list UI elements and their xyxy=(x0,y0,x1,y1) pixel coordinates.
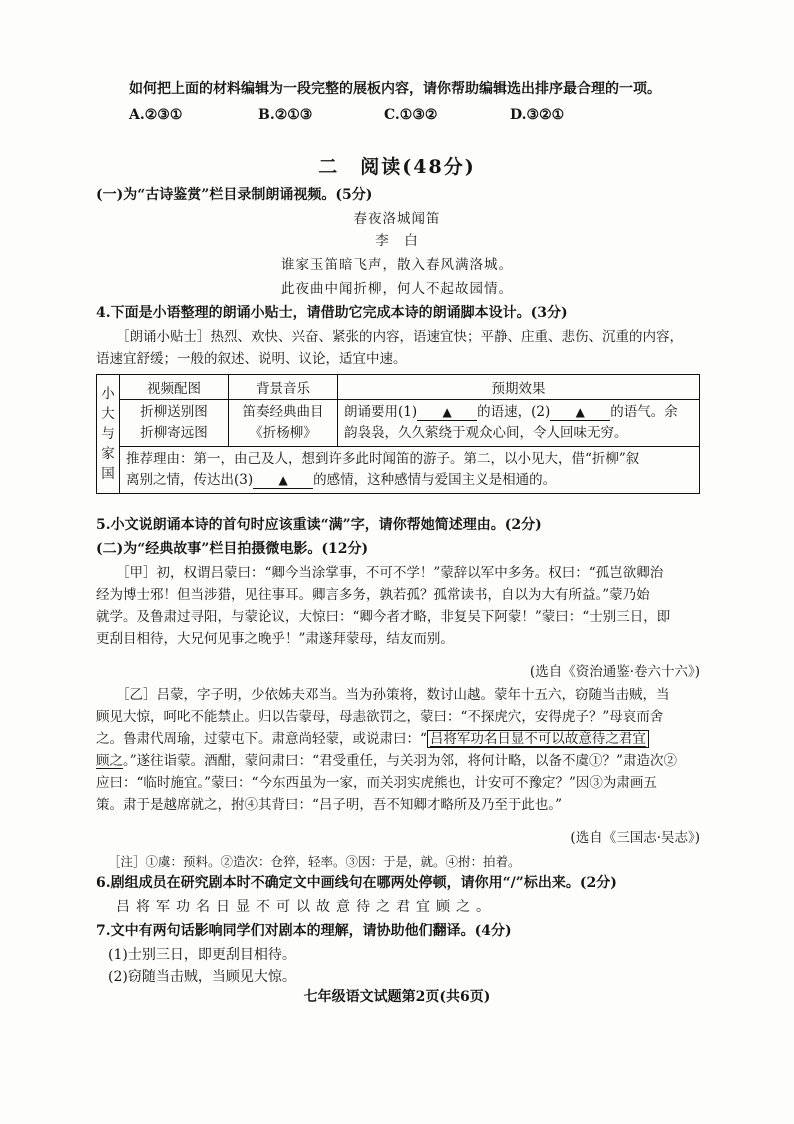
music-line-1: 笛奏经典曲目 xyxy=(242,404,324,420)
section-title: 二 阅读(48分) xyxy=(318,156,476,178)
yi-line-4b: 。”遂往诣蒙。酒酣，蒙问肃曰：“君受重任，与关羽为邻，将何计略，以备不虞①？”肃造次② xyxy=(123,753,677,769)
header-music: 背景音乐 xyxy=(229,375,338,400)
video-line-2: 折柳寄远图 xyxy=(140,425,208,441)
video-cell xyxy=(120,400,229,447)
blank-1[interactable]: ▲ xyxy=(417,404,477,421)
page-footer: 七年级语文试题第2页(共6页) xyxy=(303,989,491,1005)
q7-item-1: (1)士别三日，即更刮目相待。 xyxy=(108,947,296,963)
underlined-sentence-part-2: 顾之 xyxy=(96,753,123,769)
video-line-1: 折柳送别图 xyxy=(140,404,208,420)
option-d: D.③②① xyxy=(510,107,565,123)
jia-passage xyxy=(96,562,700,650)
header-effect: 预期效果 xyxy=(338,375,700,400)
q4-stem: 4.下面是小语整理的朗诵小贴士，请借助它完成本诗的朗诵脚本设计。(3分) xyxy=(96,305,568,321)
yi-line-2: 顾见大惊，呵叱不能禁止。归以告蒙母，母恚欲罚之，蒙曰：“不探虎穴，安得虎子？”母哀而舍 xyxy=(96,709,664,725)
reason-text-a: 推荐理由：第一，由己及人，想到许多此时闻笛的游子。第二，以小见大，借“折柳”叙 xyxy=(126,451,640,467)
q5-stem: 5.小文说朗诵本诗的首句时应该重读“满”字，请你帮她简述理由。(2分) xyxy=(96,517,542,533)
annotation-note: ［注］①虞：预料。②造次：仓猝，轻率。③因：于是，就。④拊：拍着。 xyxy=(108,854,521,869)
yi-line-3 xyxy=(96,728,700,750)
option-b: B.②①③ xyxy=(258,107,313,123)
yi-line-4 xyxy=(96,750,700,772)
q4-tip-line-1: ［朗诵小贴士］热烈、欢快、兴奋、紧张的内容，语速宜快；平静、庄重、悲伤、沉重的内容， xyxy=(116,329,683,345)
music-line-2: 《折杨柳》 xyxy=(249,425,317,441)
jia-line-2: 经为博士邪！但当涉猎，见往事耳。卿言多务，孰若孤？孤常读书，自以为大有所益。”蒙乃始 xyxy=(96,587,650,603)
yi-line-5: 应曰：“临时施宜。”蒙曰：“今东西虽为一家，而关羽实虎熊也，计安可不豫定？”因③为肃画五 xyxy=(96,775,657,791)
yi-line-1: ［乙］吕蒙，字子明，少依姊夫邓当。当为孙策将，数讨山越。蒙年十五六，窃随当击贼，当 xyxy=(116,687,670,703)
jia-line-4: 更刮目相待，大兄何见事之晚乎！”肃遂拜蒙母，结友而别。 xyxy=(96,631,454,647)
q6-sentence[interactable]: 吕将军功名日显不可以故意待之君宜顾之。 xyxy=(116,899,496,915)
blank-2[interactable]: ▲ xyxy=(550,404,610,421)
effect-cell xyxy=(338,400,700,447)
yi-line-6: 策。肃于是越席就之，拊④其背曰：“吕子明，吾不知卿才略所及乃至于此也。” xyxy=(96,797,563,813)
poem-line-2: 此夜曲中闻折柳，何人不起故园情。 xyxy=(281,281,513,297)
poem-title: 春夜洛城闻笛 xyxy=(353,211,441,227)
header-video: 视频配图 xyxy=(120,375,229,400)
reason-text-b: 离别之情，传达出(3) xyxy=(126,472,254,488)
yi-passage xyxy=(96,684,700,816)
table-side-label: 小大与家国 xyxy=(97,375,120,494)
reason-text-c: 的感情，这种感情与爱国主义是相通的。 xyxy=(313,472,557,488)
recitation-table xyxy=(96,374,700,494)
effect-text-b: 的语速，(2) xyxy=(477,404,551,420)
q6-stem: 6.剧组成员在研究剧本时不确定文中画线句在哪两处停顿，请你用“/”标出来。(2分) xyxy=(96,875,617,891)
option-a: A.②③① xyxy=(129,107,183,123)
blank-3[interactable]: ▲ xyxy=(253,472,313,489)
q7-stem: 7.文中有两句话影响同学们对剧本的理解，请协助他们翻译。(4分) xyxy=(96,923,512,939)
option-c: C.①③② xyxy=(384,107,438,123)
reason-cell xyxy=(120,447,700,494)
poem-author: 李 白 xyxy=(375,233,419,249)
poem-line-1: 谁家玉笛暗飞声，散入春风满洛城。 xyxy=(281,257,513,273)
q4-tip-line-2: 语速宜舒缓；一般的叙述、说明、议论，适宜中速。 xyxy=(96,351,407,367)
yi-line-3a: 之。鲁肃代周瑜，过蒙屯下。肃意尚轻蒙，或说肃曰：“ xyxy=(96,731,427,747)
jia-line-1: ［甲］初，权谓吕蒙曰：“卿今当涂掌事，不可不学！”蒙辞以军中多务。权曰：“孤岂欲卿治 xyxy=(116,565,664,581)
jia-source: (选自《资治通鉴·卷六十六》) xyxy=(529,664,700,680)
effect-text-c: 的语气。余 xyxy=(610,404,678,420)
underlined-sentence-part-1: 吕将军功名日显不可以故意待之君宜 xyxy=(427,730,649,748)
part1-heading: (一)为“古诗鉴赏”栏目录制朗诵视频。(5分) xyxy=(96,187,373,203)
effect-text-a: 朗诵要用(1) xyxy=(344,404,418,420)
music-cell xyxy=(229,400,338,447)
part2-heading: (二)为“经典故事”栏目拍摄微电影。(12分) xyxy=(96,541,369,557)
jia-line-3: 就学。及鲁肃过寻阳，与蒙论议，大惊曰：“卿今者才略，非复吴下阿蒙！”蒙曰：“士别三日，即 xyxy=(96,609,671,625)
q7-item-2: (2)窃随当击贼，当顾见大惊。 xyxy=(108,969,296,985)
effect-text-d: 韵袅袅，久久萦绕于观众心间，令人回味无穷。 xyxy=(344,425,628,441)
yi-source: (选自《三国志·吴志》) xyxy=(570,830,700,846)
intro-question: 如何把上面的材料编辑为一段完整的展板内容，请你帮助编辑选出排序最合理的一项。 xyxy=(129,81,661,97)
